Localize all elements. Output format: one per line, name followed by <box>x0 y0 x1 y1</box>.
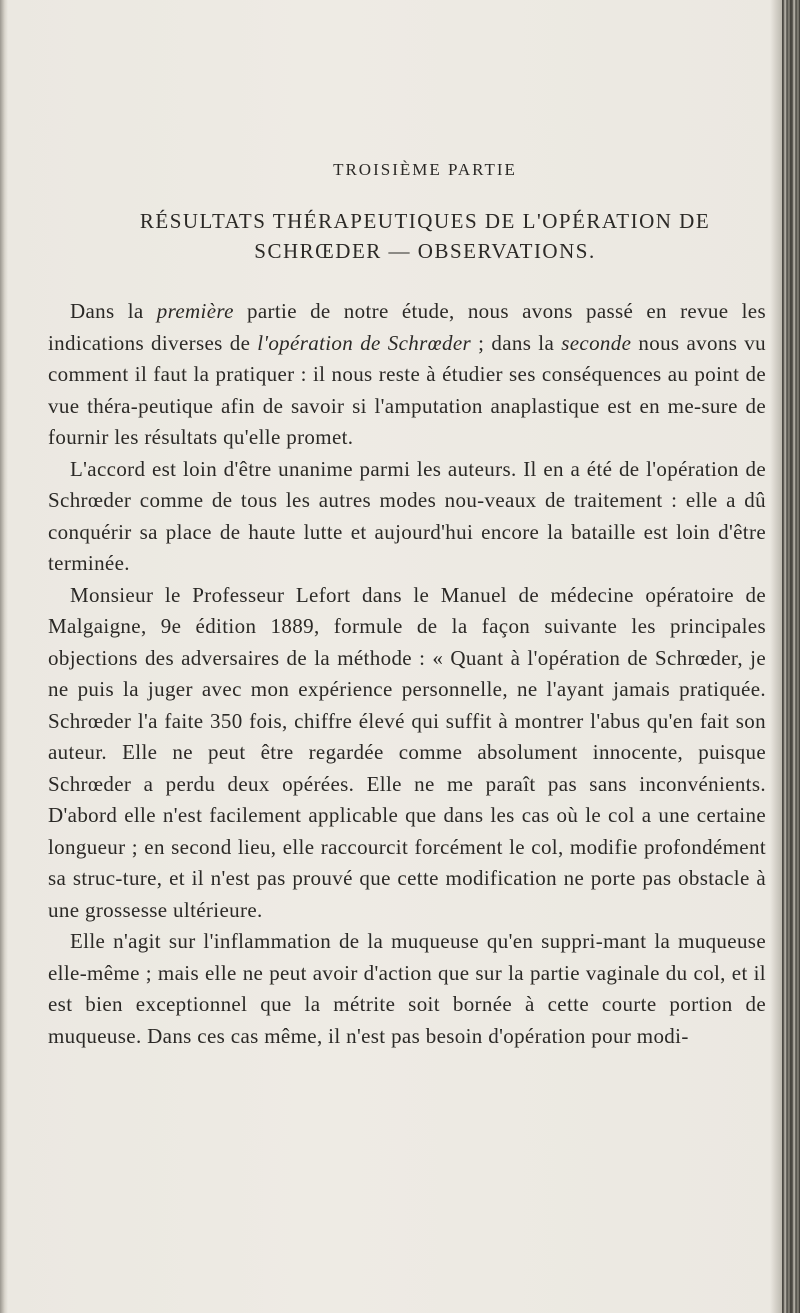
page-gutter-shadow <box>770 0 782 1313</box>
part-title: TROISIÈME PARTIE <box>333 160 517 179</box>
paragraph-1 <box>48 296 766 454</box>
section-title <box>80 206 770 266</box>
paragraph-3: Monsieur le Professeur Lefort dans le Manuel de médecine opératoire de Malgaigne, 9e édition 1889, formule de la façon suivante les principales objections des adversaires de la méthode : « Quant à l'opération de Schrœder, je ne puis la juger avec mon expérience personnelle, ne l'ayant jamais pratiquée. Schrœder l'a faite 350 fois, chiffre élevé qui suffit à montrer l'abus qu'en fait son auteur. Elle ne peut être regardée comme absolument innocente, puisque Schrœder a perdu deux opérées. Elle ne me paraît pas sans inconvénients. D'abord elle n'est facilement applicable que dans les cas où le col a une certaine longueur ; en second lieu, elle raccourcit forcément le col, modifie profondément sa struc-ture, et il n'est pas prouvé que cette modification ne porte pas obstacle à une grossesse ultérieure. <box>48 582 766 922</box>
paragraph-2: L'accord est loin d'être unanime parmi les auteurs. Il en a été de l'opération de Schrœder comme de tous les autres modes nou-veaux de traitement : elle a dû conquérir sa place de haute lutte et aujourd'hui encore la bataille est loin d'être terminée. <box>48 456 766 575</box>
section-title-line-2: SCHRŒDER — OBSERVATIONS. <box>254 239 596 263</box>
book-spine-edge <box>782 0 800 1313</box>
paragraph-1-text-a: Dans la <box>70 299 157 323</box>
paragraph-1-text-c: ; dans la <box>471 330 562 355</box>
body-text <box>48 296 766 1052</box>
paragraph-1-text-d: nous avons vu comment il faut la pratiquer : il nous reste à étudier ses conséquences au point de vue théra-peutique afin de savoir si l'amputation anaplastique est en me-sure de fournir les résultats qu'elle promet. <box>48 330 766 449</box>
paragraph-1-text-b: partie de notre étude, nous avons passé en revue les indications diverses de <box>48 299 767 355</box>
chapter-header <box>80 160 770 266</box>
section-title-line-1: RÉSULTATS THÉRAPEUTIQUES DE L'OPÉRATION DE <box>139 209 711 233</box>
emphasis-premiere: première <box>156 299 234 323</box>
emphasis-seconde: seconde <box>561 330 632 355</box>
paragraph-4: Elle n'agit sur l'inflammation de la muqueuse qu'en suppri-mant la muqueuse elle-même ; mais elle ne peut avoir d'action que sur la partie vaginale du col, et il est bien exceptionnel que la métrite soit bornée à cette courte portion de muqueuse. Dans ces cas même, il n'est pas besoin d'opération pour modi- <box>48 929 766 1048</box>
emphasis-operation-schroeder: l'opération de Schrœder <box>257 330 472 355</box>
page-left-edge <box>0 0 8 1313</box>
